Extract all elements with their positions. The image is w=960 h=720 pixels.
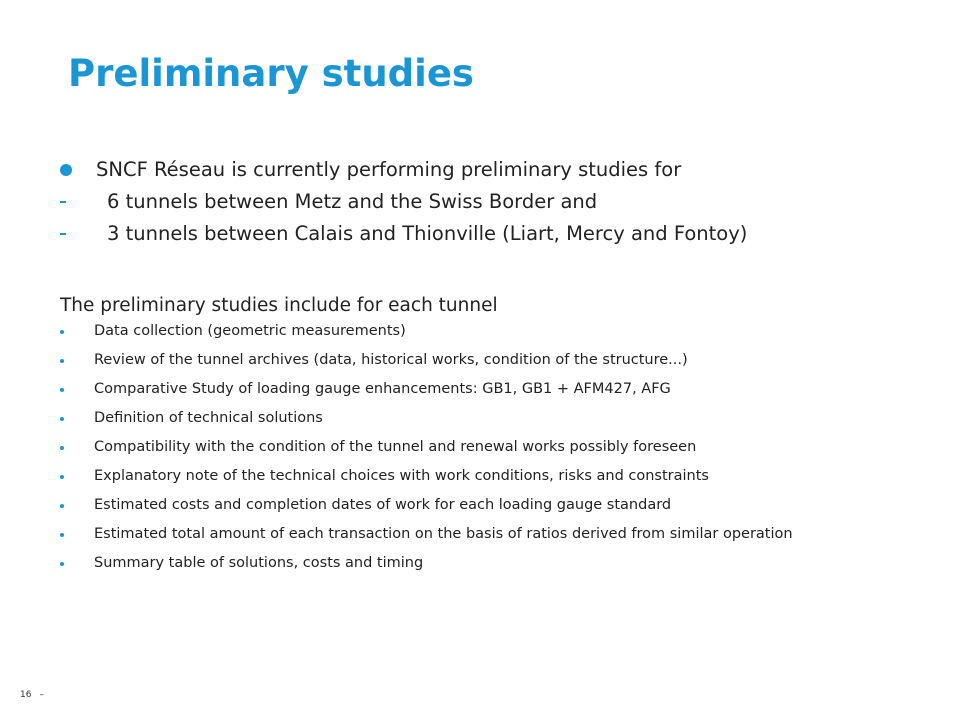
dash-bullet-icon [60, 233, 66, 235]
bullet-icon [60, 359, 64, 363]
page-number: 16 [20, 690, 32, 700]
bullet-icon [60, 417, 64, 421]
dot-bullet-icon [60, 164, 72, 176]
list-item [60, 496, 920, 515]
intro-subitem-text: 6 tunnels between Metz and the Swiss Border and [107, 190, 598, 213]
bullet-icon [60, 533, 64, 537]
list-item [60, 380, 920, 399]
list-item-text: Comparative Study of loading gauge enhancements: GB1, GB1 + AFM427, AFG [94, 381, 671, 397]
list-item-text: Explanatory note of the technical choices with work conditions, risks and constraints [94, 468, 709, 484]
bullet-icon [60, 562, 64, 566]
list-item [60, 322, 920, 341]
list-item [60, 525, 920, 544]
slide-title: Preliminary studies [68, 52, 474, 95]
bullet-icon [60, 388, 64, 392]
bullet-icon [60, 475, 64, 479]
list-item [60, 554, 920, 573]
detail-list [60, 322, 920, 573]
bullet-icon [60, 446, 64, 450]
bullet-icon [60, 504, 64, 508]
list-item-text: Review of the tunnel archives (data, historical works, condition of the structure...) [94, 352, 688, 368]
dash-bullet-icon [60, 201, 66, 203]
list-item [60, 409, 920, 428]
page-footer [20, 689, 44, 701]
list-item-text: Definition of technical solutions [94, 410, 323, 426]
list-item [60, 467, 920, 486]
list-item-text: Estimated costs and completion dates of work for each loading gauge standard [94, 497, 672, 513]
intro-subitem-text: 3 tunnels between Calais and Thionville (Liart, Mercy and Fontoy) [107, 222, 748, 245]
section-heading: The preliminary studies include for each tunnel [60, 295, 498, 316]
intro-lead-text: SNCF Réseau is currently performing preliminary studies for [96, 158, 682, 181]
list-item [60, 438, 920, 457]
list-item-text: Compatibility with the condition of the tunnel and renewal works possibly foreseen [94, 439, 697, 455]
list-item [60, 351, 920, 370]
footer-separator: – [39, 690, 44, 700]
list-item-text: Estimated total amount of each transaction on the basis of ratios derived from similar operation [94, 526, 793, 542]
bullet-icon [60, 330, 64, 334]
list-item-text: Summary table of solutions, costs and timing [94, 555, 424, 571]
list-item-text: Data collection (geometric measurements) [94, 323, 406, 339]
